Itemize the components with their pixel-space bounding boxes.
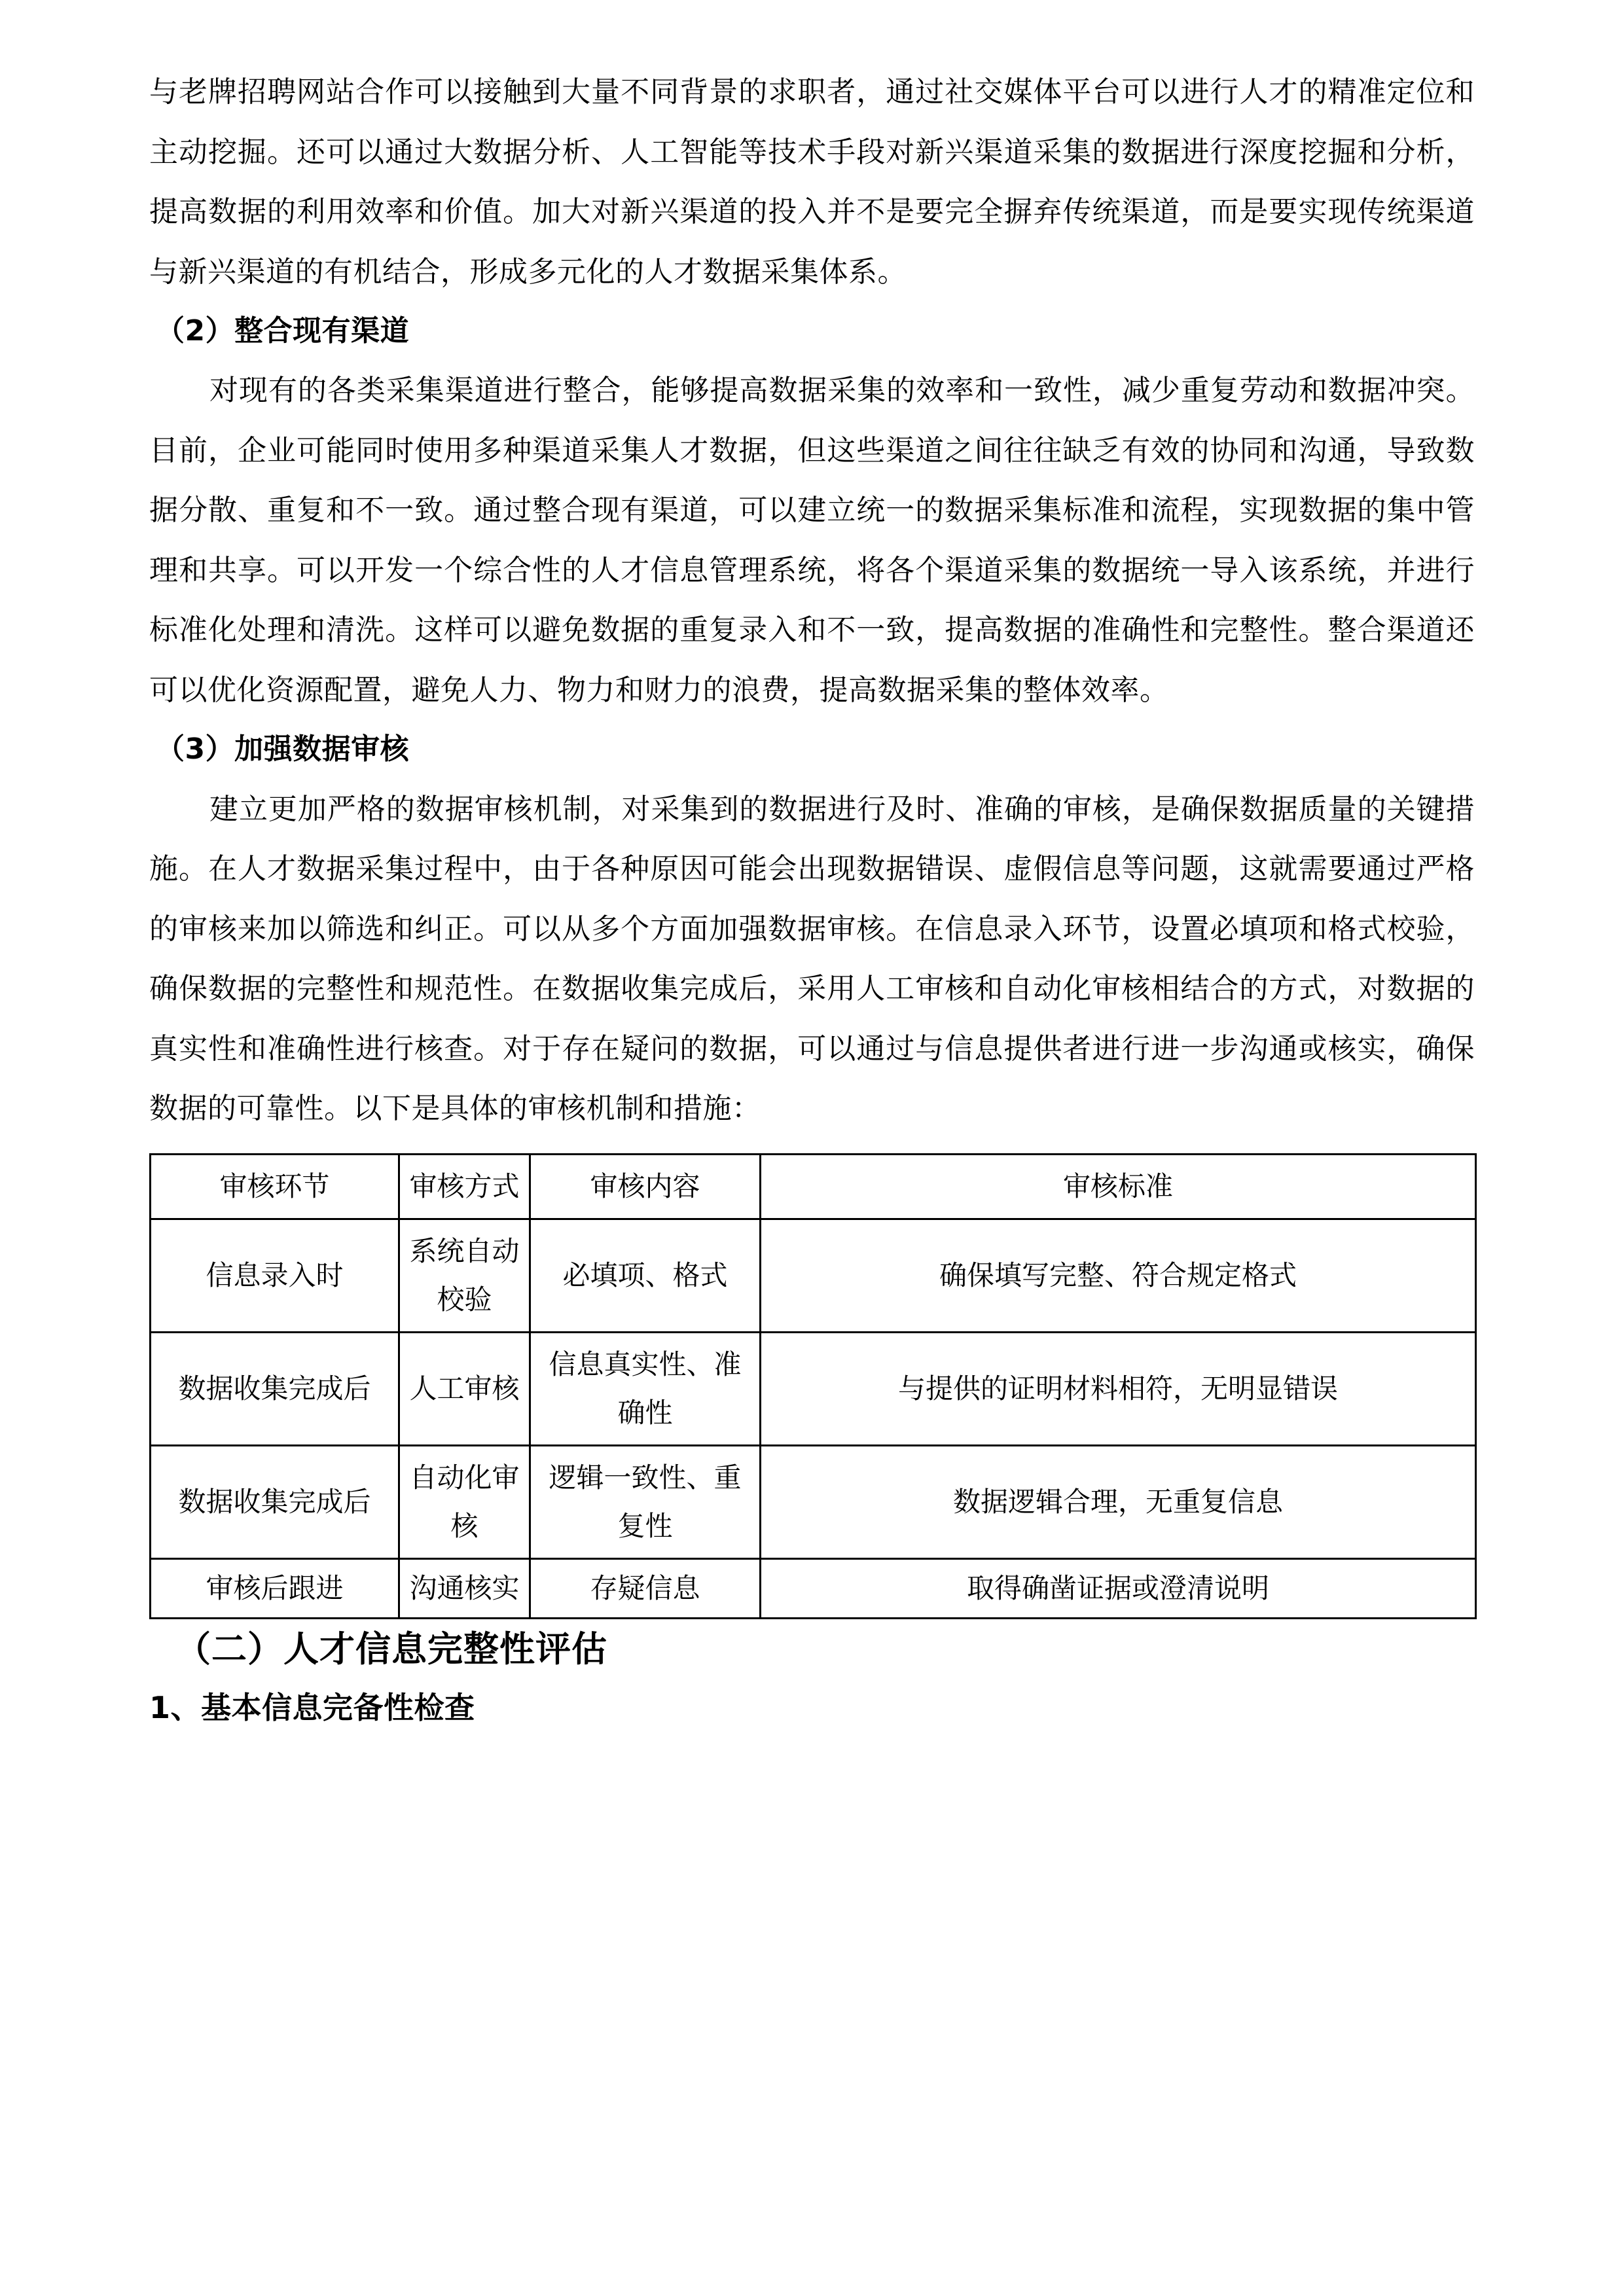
table-row — [151, 1332, 1476, 1445]
cell-content: 存疑信息 — [530, 1558, 761, 1618]
heading-integrate-existing-channels: （2）整合现有渠道 — [156, 314, 410, 348]
cell-content: 逻辑一致性、重复性 — [530, 1445, 761, 1558]
cell-method: 系统自动校验 — [399, 1219, 530, 1332]
cell-standard: 确保填写完整、符合规定格式 — [761, 1219, 1476, 1332]
column-header-content: 审核内容 — [530, 1154, 761, 1219]
audit-mechanism-table — [149, 1153, 1477, 1619]
cell-content: 信息真实性、准确性 — [530, 1332, 761, 1445]
cell-content: 必填项、格式 — [530, 1219, 761, 1332]
cell-method: 沟通核实 — [399, 1558, 530, 1618]
table-row — [151, 1219, 1476, 1332]
cell-standard: 取得确凿证据或澄清说明 — [761, 1558, 1476, 1618]
cell-standard: 数据逻辑合理，无重复信息 — [761, 1445, 1476, 1558]
heading-strengthen-data-audit: （3）加强数据审核 — [156, 732, 410, 766]
paragraph-channel-cooperation: 与老牌招聘网站合作可以接触到大量不同背景的求职者，通过社交媒体平台可以进行人才的精准定位和主动挖掘。还可以通过大数据分析、人工智能等技术手段对新兴渠道采集的数据进行深度挖掘和分析，提高数据的利用效率和价值。加大对新兴渠道的投入并不是要完全摒弃传统渠道，而是要实现传统渠道与新兴渠道的有机结合，形成多元化的人才数据采集体系。 — [149, 75, 1475, 289]
cell-stage: 信息录入时 — [151, 1219, 399, 1332]
table-row — [151, 1558, 1476, 1618]
column-header-stage: 审核环节 — [151, 1154, 399, 1219]
heading-talent-info-completeness-evaluation: （二）人才信息完整性评估 — [175, 1628, 607, 1670]
column-header-method: 审核方式 — [399, 1154, 530, 1219]
paragraph-integrate-existing-channels: 对现有的各类采集渠道进行整合，能够提高数据采集的效率和一致性，减少重复劳动和数据冲突。目前，企业可能同时使用多种渠道采集人才数据，但这些渠道之间往往缺乏有效的协同和沟通，导致数据分散、重复和不一致。通过整合现有渠道，可以建立统一的数据采集标准和流程，实现数据的集中管理和共享。可以开发一个综合性的人才信息管理系统，将各个渠道采集的数据统一导入该系统，并进行标准化处理和清洗。这样可以避免数据的重复录入和不一致，提高数据的准确性和完整性。整合渠道还可以优化资源配置，避免人力、物力和财力的浪费，提高数据采集的整体效率。 — [149, 374, 1475, 707]
column-header-standard: 审核标准 — [761, 1154, 1476, 1219]
cell-method: 人工审核 — [399, 1332, 530, 1445]
cell-stage: 审核后跟进 — [151, 1558, 399, 1618]
paragraph-strengthen-data-audit: 建立更加严格的数据审核机制，对采集到的数据进行及时、准确的审核，是确保数据质量的关键措施。在人才数据采集过程中，由于各种原因可能会出现数据错误、虚假信息等问题，这就需要通过严格的审核来加以筛选和纠正。可以从多个方面加强数据审核。在信息录入环节，设置必填项和格式校验，确保数据的完整性和规范性。在数据收集完成后，采用人工审核和自动化审核相结合的方式，对数据的真实性和准确性进行核查。对于存在疑问的数据，可以通过与信息提供者进行进一步沟通或核实，确保数据的可靠性。以下是具体的审核机制和措施： — [149, 792, 1475, 1126]
cell-standard: 与提供的证明材料相符，无明显错误 — [761, 1332, 1476, 1445]
cell-stage: 数据收集完成后 — [151, 1445, 399, 1558]
cell-method: 自动化审核 — [399, 1445, 530, 1558]
heading-basic-info-completeness-check: 1、基本信息完备性检查 — [149, 1690, 475, 1726]
table-header-row — [151, 1154, 1476, 1219]
cell-stage: 数据收集完成后 — [151, 1332, 399, 1445]
table-row — [151, 1445, 1476, 1558]
